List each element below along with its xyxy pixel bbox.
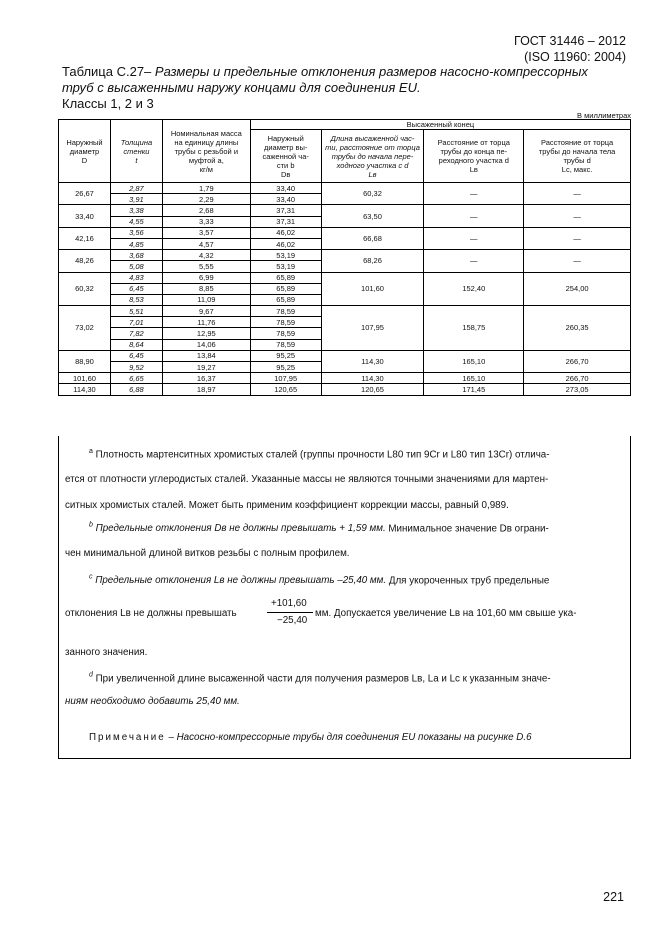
footnote-c-line2a: отклонения Lв не должны превышать	[65, 608, 237, 619]
cell-upset-diameter: 78,59	[250, 339, 321, 350]
cell-upset-diameter: 46,02	[250, 238, 321, 249]
header-line: Наружный	[66, 137, 103, 147]
cell-wall-thickness: 7,01	[110, 317, 162, 328]
footnote-c-line1: Для укороченных труб предельные	[386, 575, 550, 587]
cell-nominal-mass: 1,79	[162, 183, 250, 194]
remark-text: – Насосно-компрессорные трубы для соединения EU показаны на рисунке D.6	[165, 732, 532, 743]
cell-outer-diameter: 42,16	[59, 227, 111, 249]
header-dist-body	[524, 130, 631, 183]
cell-upset-diameter: 53,19	[250, 261, 321, 272]
cell-dist-transition: —	[424, 250, 524, 272]
cell-outer-diameter: 73,02	[59, 306, 111, 351]
cell-wall-thickness: 3,68	[110, 250, 162, 261]
cell-dist-transition: 158,75	[424, 306, 524, 351]
cell-wall-thickness: 3,91	[110, 194, 162, 205]
cell-upset-diameter: 53,19	[250, 250, 321, 261]
cell-nominal-mass: 3,33	[162, 216, 250, 227]
cell-nominal-mass: 14,06	[162, 339, 250, 350]
cell-wall-thickness: 3,38	[110, 205, 162, 216]
header-line: реходного участка d	[438, 156, 509, 165]
header-line: Lв	[469, 165, 478, 174]
cell-outer-diameter: 26,67	[59, 183, 111, 205]
cell-upset-length: 114,30	[321, 350, 424, 372]
cell-upset-diameter: 78,59	[250, 328, 321, 339]
cell-dist-transition: 165,10	[424, 350, 524, 372]
cell-upset-length: 120,65	[321, 384, 424, 395]
cell-upset-diameter: 78,59	[250, 317, 321, 328]
cell-upset-diameter: 78,59	[250, 306, 321, 317]
cell-dist-transition: —	[424, 205, 524, 227]
cell-dist-transition: 152,40	[424, 272, 524, 306]
header-upset-diameter	[250, 130, 321, 183]
footnote-c-line3: занного значения.	[65, 647, 148, 658]
cell-nominal-mass: 3,57	[162, 227, 250, 238]
cell-wall-thickness: 6,88	[110, 384, 162, 395]
cell-wall-thickness: 5,08	[110, 261, 162, 272]
table-row	[59, 205, 631, 216]
footnote-c-mark: c	[89, 574, 93, 581]
footnote-a-line1: Плотность мартенситных хромистых сталей (группы прочности L80 тип 9Cr и L80 тип 13Cr) отлича-	[92, 449, 550, 461]
table-row	[59, 384, 631, 395]
cell-upset-diameter: 33,40	[250, 183, 321, 194]
cell-upset-diameter: 95,25	[250, 350, 321, 361]
table-title-prefix: Таблица С.27–	[62, 64, 152, 79]
cell-upset-diameter: 107,95	[250, 373, 321, 384]
cell-dist-transition: 165,10	[424, 373, 524, 384]
header-line: стенки	[123, 146, 150, 156]
header-line: муфтой a,	[188, 155, 224, 165]
cell-upset-length: 68,26	[321, 250, 424, 272]
cell-upset-length: 66,68	[321, 227, 424, 249]
cell-dist-body: 266,70	[524, 373, 631, 384]
cell-nominal-mass: 11,76	[162, 317, 250, 328]
fraction-top: +101,60	[271, 598, 307, 609]
cell-wall-thickness: 4,55	[110, 216, 162, 227]
cell-upset-diameter: 95,25	[250, 362, 321, 373]
cell-upset-diameter: 46,02	[250, 227, 321, 238]
footnote-d-line1: При увеличенной длине высаженной части для получения размеров Lв, Lа и Lс к указанным значе-	[92, 673, 551, 685]
footnote-b-line1: Минимальное значение Dв ограни-	[385, 523, 549, 535]
cell-nominal-mass: 12,95	[162, 328, 250, 339]
table-classes: Классы 1, 2 и 3	[62, 96, 154, 111]
cell-upset-length: 63,50	[321, 205, 424, 227]
cell-wall-thickness: 3,56	[110, 227, 162, 238]
cell-nominal-mass: 11,09	[162, 294, 250, 305]
header-line: трубы с резьбой и	[174, 146, 239, 156]
cell-nominal-mass: 16,37	[162, 373, 250, 384]
cell-dist-body: —	[524, 205, 631, 227]
cell-upset-diameter: 37,31	[250, 216, 321, 227]
cell-dist-body: 266,70	[524, 350, 631, 372]
header-line: трубы до начала пере-	[331, 151, 414, 161]
footnote-c-italic: Предельные отклонения Lв не должны превышать –25,40 мм.	[92, 575, 387, 587]
cell-nominal-mass: 2,68	[162, 205, 250, 216]
cell-dist-body: 254,00	[524, 272, 631, 306]
header-upset-length	[321, 130, 424, 183]
cell-dist-body: —	[524, 183, 631, 205]
header-line: Расстояние от торца	[437, 138, 510, 147]
header-line: Расстояние от торца	[540, 138, 614, 147]
header-line: саженной ча-	[262, 151, 309, 161]
cell-upset-diameter: 120,65	[250, 384, 321, 395]
header-line: диаметр вы-	[263, 142, 308, 152]
header-line: Наружный	[267, 133, 304, 143]
cell-upset-length: 107,95	[321, 306, 424, 351]
header-dist-transition	[424, 130, 524, 183]
footnote-b-mark: b	[89, 522, 93, 529]
cell-outer-diameter: 101,60	[59, 373, 111, 384]
cell-nominal-mass: 2,29	[162, 194, 250, 205]
header-line: ти, расстояние от торца	[325, 142, 420, 152]
table-row	[59, 183, 631, 194]
cell-outer-diameter: 48,26	[59, 250, 111, 272]
header-line: кг/м	[199, 164, 213, 174]
cell-dist-body: —	[524, 227, 631, 249]
table-title-text1: Размеры и предельные отклонения размеров насосно-компрессорных	[151, 64, 588, 79]
cell-outer-diameter: 33,40	[59, 205, 111, 227]
table-row	[59, 250, 631, 261]
header-line: диаметр	[69, 146, 100, 156]
header-line: трубы до конца пе-	[440, 147, 508, 156]
cell-wall-thickness: 4,83	[110, 272, 162, 283]
cell-dist-body: —	[524, 250, 631, 272]
standard-code: ГОСТ 31446 – 2012	[514, 34, 626, 48]
cell-nominal-mass: 13,84	[162, 350, 250, 361]
table-row	[59, 373, 631, 384]
header-line: Lc, макс.	[561, 165, 593, 174]
footnote-b-italic: Предельные отклонения Dв не должны превышать + 1,59 мм.	[92, 523, 386, 535]
header-line: D	[81, 155, 88, 165]
dimensions-table	[58, 119, 631, 396]
table-row	[59, 350, 631, 361]
cell-wall-thickness: 8,64	[110, 339, 162, 350]
cell-upset-diameter: 65,89	[250, 283, 321, 294]
table-row	[59, 306, 631, 317]
cell-nominal-mass: 18,97	[162, 384, 250, 395]
cell-wall-thickness: 6,65	[110, 373, 162, 384]
footnote-a-mark: a	[89, 448, 93, 455]
table-row	[59, 227, 631, 238]
cell-wall-thickness: 4,85	[110, 238, 162, 249]
cell-dist-transition: —	[424, 183, 524, 205]
remark-label: Примечание	[89, 732, 166, 743]
unit-label: В миллиметрах	[577, 111, 631, 120]
footnote-c-line2b: мм. Допускается увеличение Lв на 101,60 мм свыше ука-	[315, 608, 577, 619]
table-title-text2: труб с высаженными наружу концами для соединения EU.	[62, 80, 421, 95]
cell-nominal-mass: 4,57	[162, 238, 250, 249]
fraction-bottom: −25,40	[277, 615, 308, 626]
table-title	[62, 64, 622, 96]
cell-wall-thickness: 6,45	[110, 350, 162, 361]
cell-wall-thickness: 6,45	[110, 283, 162, 294]
cell-upset-diameter: 33,40	[250, 194, 321, 205]
cell-upset-length: 114,30	[321, 373, 424, 384]
cell-nominal-mass: 5,55	[162, 261, 250, 272]
footnotes-box	[58, 436, 631, 759]
cell-upset-length: 60,32	[321, 183, 424, 205]
header-line: Dв	[280, 169, 291, 179]
cell-wall-thickness: 5,51	[110, 306, 162, 317]
standard-iso-ref: (ISO 11960: 2004)	[524, 50, 626, 64]
header-line: на единицу длины	[174, 137, 239, 147]
header-outer-diameter	[59, 120, 111, 183]
header-line: Номинальная масса	[170, 128, 242, 138]
header-line: ходного участка c d	[336, 160, 409, 170]
cell-upset-length: 101,60	[321, 272, 424, 306]
header-line: Длина высаженной час-	[330, 133, 415, 143]
cell-upset-diameter: 65,89	[250, 272, 321, 283]
header-line: Lв	[368, 169, 377, 179]
cell-nominal-mass: 9,67	[162, 306, 250, 317]
cell-wall-thickness: 2,87	[110, 183, 162, 194]
cell-wall-thickness: 7,82	[110, 328, 162, 339]
page-number: 221	[603, 890, 624, 904]
header-nominal-mass	[162, 120, 250, 183]
cell-upset-diameter: 65,89	[250, 294, 321, 305]
header-line: сти b	[276, 160, 295, 170]
table-body	[59, 183, 631, 396]
cell-dist-transition: 171,45	[424, 384, 524, 395]
cell-dist-body: 273,05	[524, 384, 631, 395]
cell-outer-diameter: 60,32	[59, 272, 111, 306]
header-line: трубы d	[563, 156, 591, 165]
cell-nominal-mass: 19,27	[162, 362, 250, 373]
cell-dist-transition: —	[424, 227, 524, 249]
header-line: t	[135, 155, 138, 165]
footnote-d-mark: d	[89, 672, 93, 679]
footnote-a-line2: ется от плотности углеродистых сталей. Указанные массы не являются точными значениями для мартен-	[65, 474, 549, 485]
cell-wall-thickness: 8,53	[110, 294, 162, 305]
footnote-a-line3: ситных хромистых сталей. Может быть применим коэффициент коррекции массы, равный 0,989.	[65, 500, 509, 511]
header-line: Толщина	[120, 137, 153, 147]
cell-nominal-mass: 8,85	[162, 283, 250, 294]
cell-dist-body: 260,35	[524, 306, 631, 351]
footnote-b-line2: чен минимальной длиной витков резьбы с полным профилем.	[65, 548, 350, 559]
header-line: трубы до начала тела	[538, 147, 616, 156]
cell-nominal-mass: 6,99	[162, 272, 250, 283]
footnote-d-line2: ниям необходимо добавить 25,40 мм.	[65, 696, 240, 707]
table-row	[59, 272, 631, 283]
cell-outer-diameter: 88,90	[59, 350, 111, 372]
cell-wall-thickness: 9,52	[110, 362, 162, 373]
cell-outer-diameter: 114,30	[59, 384, 111, 395]
header-upset-end: Высаженный конец	[250, 120, 630, 130]
header-wall-thickness	[110, 120, 162, 183]
cell-upset-diameter: 37,31	[250, 205, 321, 216]
cell-nominal-mass: 4,32	[162, 250, 250, 261]
